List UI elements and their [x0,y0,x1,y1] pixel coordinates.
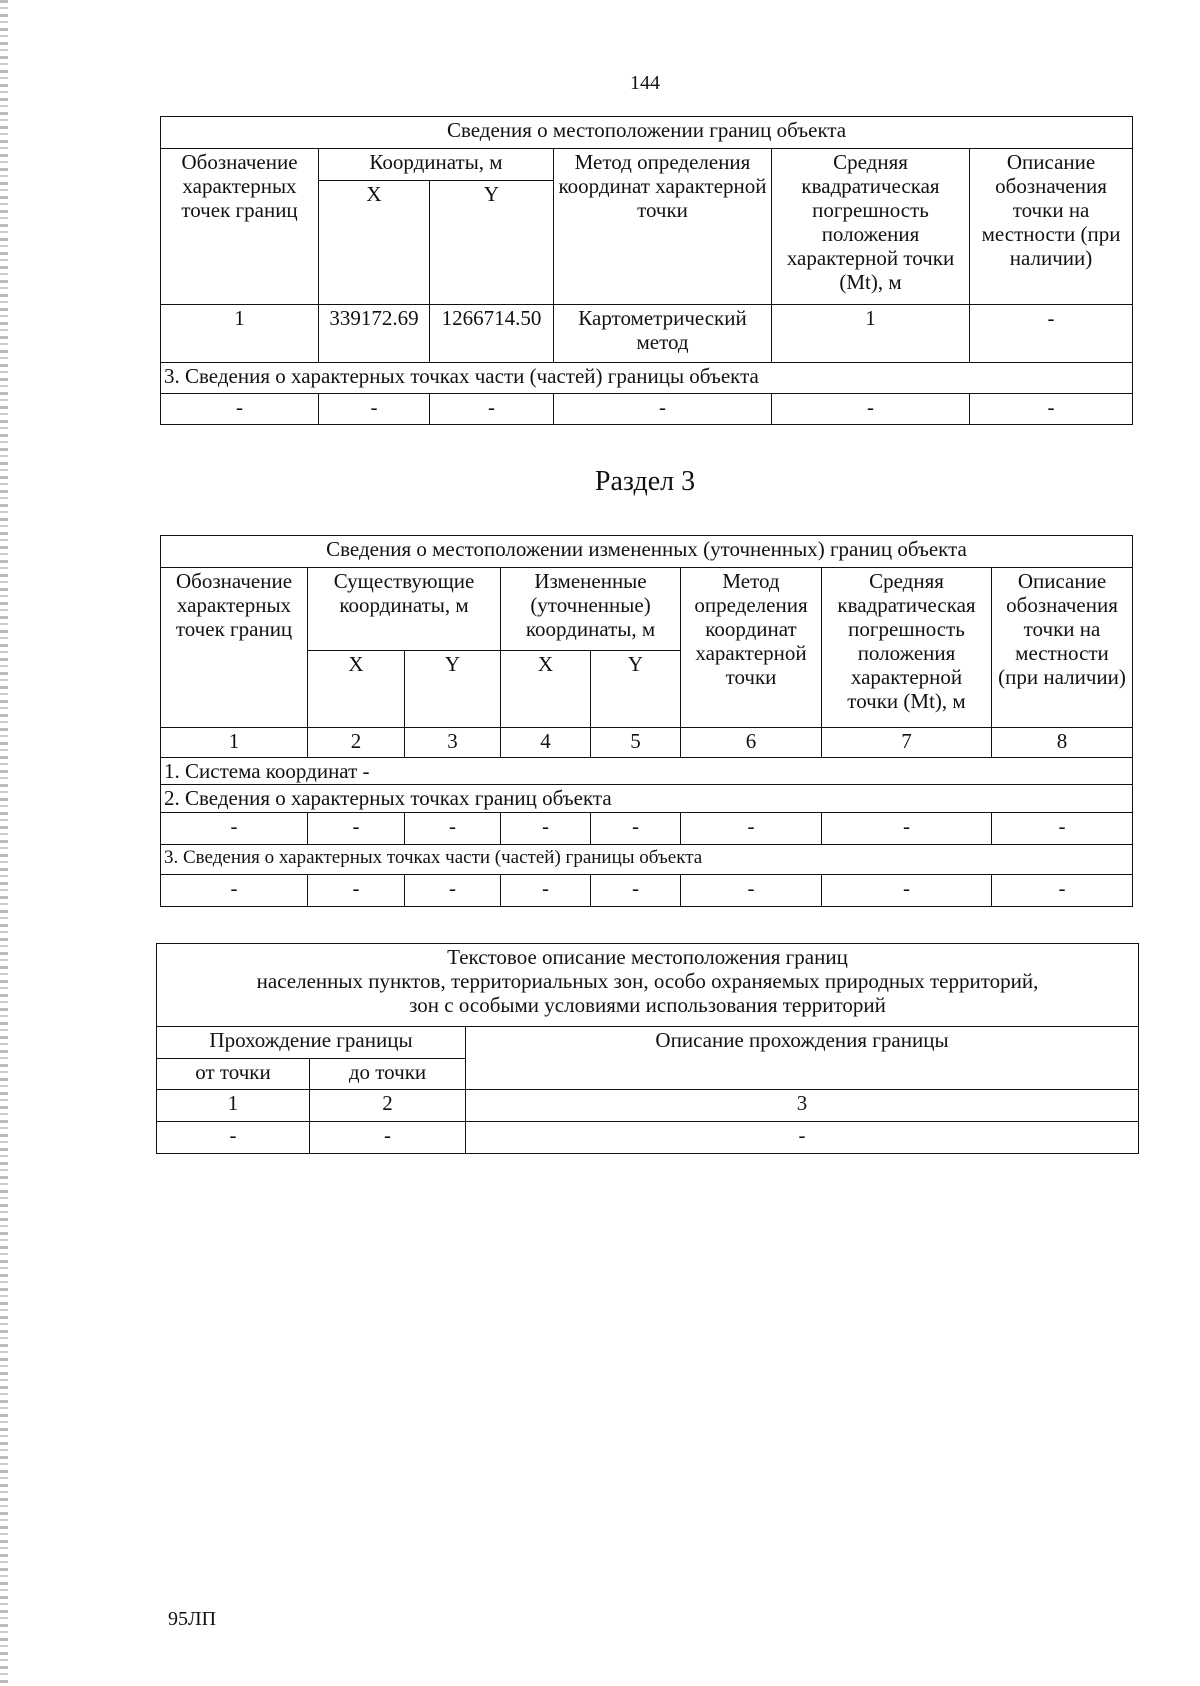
cell-description: - [970,305,1133,363]
coord-system-label: 1. Система координат - [161,758,1133,785]
cell-dash: - [591,813,681,845]
table-row [157,1122,1139,1154]
header-y: Y [405,651,501,728]
column-number: 8 [992,728,1133,758]
column-number: 5 [591,728,681,758]
cell-dash: - [970,394,1133,425]
table-row [161,875,1133,907]
table-title [157,944,1139,1027]
header-x: X [501,651,591,728]
header-y: Y [591,651,681,728]
cell-dash: - [405,875,501,907]
table-row [161,305,1133,363]
column-number: 3 [466,1090,1139,1122]
header-x: X [319,181,430,305]
header-description: Описание обозначения точки на местности (при наличии) [970,149,1133,305]
cell-dash: - [681,813,822,845]
cell-dash: - [161,875,308,907]
changed-boundary-table [160,535,1133,907]
column-number: 2 [308,728,405,758]
cell-dash: - [319,394,430,425]
header-changed-coordinates: Измененные (уточненные) координаты, м [501,568,681,651]
section-heading: Раздел 3 [594,466,696,497]
section-label: 3. Сведения о характерных точках части (частей) границы объекта [161,845,1133,875]
cell-dash: - [466,1122,1139,1154]
cell-dash: - [161,813,308,845]
header-x: X [308,651,405,728]
cell-dash: - [308,813,405,845]
footer-code: 95ЛП [168,1608,217,1630]
cell-dash: - [772,394,970,425]
header-method: Метод определения координат характерной точки [554,149,772,305]
header-to-point: до точки [310,1059,466,1090]
cell-dash: - [822,813,992,845]
header-description: Описание прохождения границы [466,1027,1139,1090]
cell-y: 1266714.50 [430,305,554,363]
cell-dash: - [992,875,1133,907]
header-passage: Прохождение границы [157,1027,466,1059]
column-number: 1 [161,728,308,758]
cell-dash: - [501,875,591,907]
column-number-row [157,1090,1139,1122]
scan-edge [0,0,8,1686]
page-number: 144 [630,72,660,94]
cell-dash: - [501,813,591,845]
cell-point: 1 [161,305,319,363]
title-line: зон с особыми условиями использования территорий [409,993,886,1017]
column-number: 1 [157,1090,310,1122]
cell-dash: - [681,875,822,907]
column-number: 7 [822,728,992,758]
cell-method: Картометрический метод [554,305,772,363]
header-error: Средняя квадратическая погрешность положения характерной точки (Mt), м [772,149,970,305]
cell-x: 339172.69 [319,305,430,363]
column-number: 4 [501,728,591,758]
table-row [161,813,1133,845]
header-from-point: от точки [157,1059,310,1090]
column-number: 6 [681,728,822,758]
header-designation: Обозначение характерных точек границ [161,568,308,728]
text-description-table [156,943,1139,1154]
cell-dash: - [161,394,319,425]
column-number: 2 [310,1090,466,1122]
cell-dash: - [405,813,501,845]
cell-dash: - [992,813,1133,845]
cell-dash: - [430,394,554,425]
header-description: Описание обозначения точки на местности (при наличии) [992,568,1133,728]
section-label: 2. Сведения о характерных точках границ объекта [161,785,1133,813]
header-designation: Обозначение характерных точек границ [161,149,319,305]
cell-dash: - [308,875,405,907]
cell-dash: - [591,875,681,907]
header-existing-coordinates: Существующие координаты, м [308,568,501,651]
title-line: населенных пунктов, территориальных зон, особо охраняемых природных территорий, [256,969,1039,993]
table-title: Сведения о местоположении границ объекта [161,117,1133,149]
cell-dash: - [554,394,772,425]
table-row [161,394,1133,425]
header-error: Средняя квадратическая погрешность положения характерной точки (Mt), м [822,568,992,728]
header-method: Метод определения координат характерной точки [681,568,822,728]
cell-dash: - [157,1122,310,1154]
boundary-location-table [160,116,1133,425]
table-title: Сведения о местоположении измененных (уточненных) границ объекта [161,536,1133,568]
cell-dash: - [822,875,992,907]
section-label: 3. Сведения о характерных точках части (частей) границы объекта [161,363,1133,394]
header-coordinates: Координаты, м [319,149,554,181]
column-number-row [161,728,1133,758]
cell-dash: - [310,1122,466,1154]
header-y: Y [430,181,554,305]
cell-error: 1 [772,305,970,363]
title-line: Текстовое описание местоположения границ [447,945,848,969]
column-number: 3 [405,728,501,758]
